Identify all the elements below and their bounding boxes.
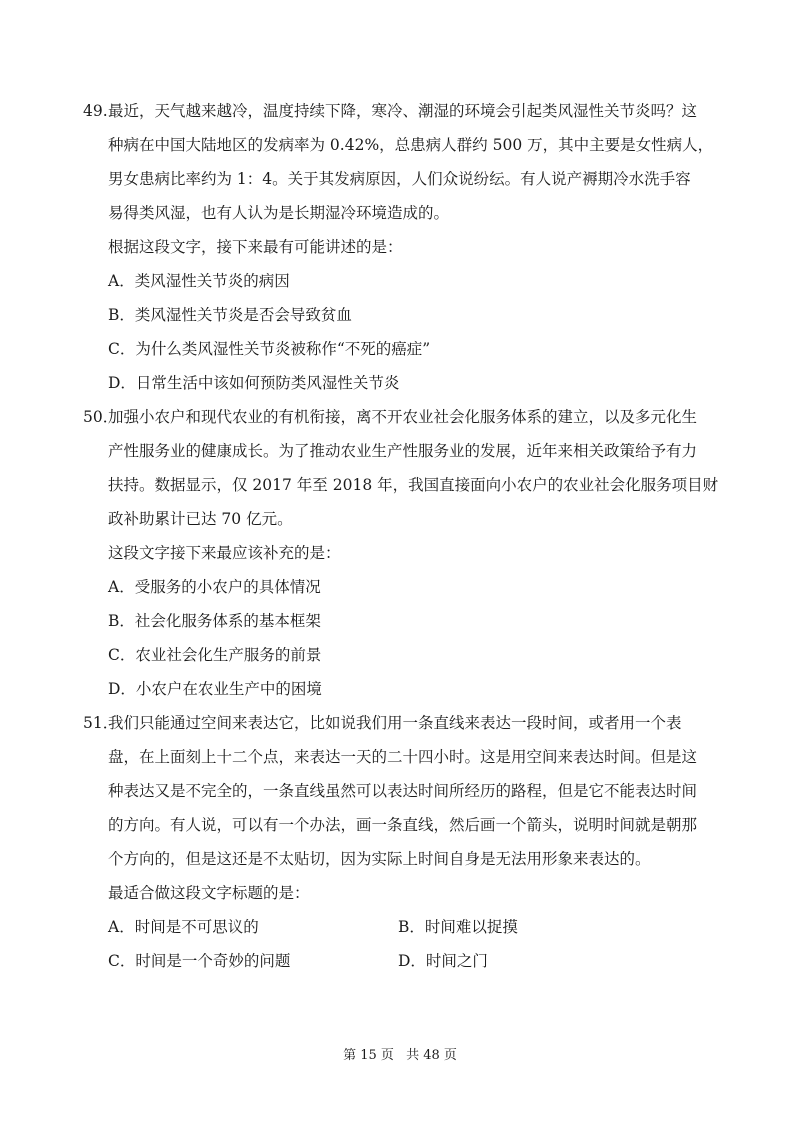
option-a: A．受服务的小农户的具体情况	[108, 578, 321, 596]
option-c: C．时间是一个奇妙的问题	[108, 952, 291, 970]
page-total: 共 48 页	[406, 1048, 457, 1063]
question-prompt: 根据这段文字，接下来最有可能讲述的是：	[108, 238, 403, 256]
question-prompt: 这段文字接下来最应该补充的是：	[108, 544, 341, 562]
passage-line: 加强小农户和现代农业的有机衔接，离不开农业社会化服务体系的建立，以及多元化生	[108, 408, 698, 426]
passage-line: 我们只能通过空间来表达它，比如说我们用一条直线来表达一段时间，或者用一个表	[108, 714, 682, 732]
option-c: C．农业社会化生产服务的前景	[108, 646, 322, 664]
option-d: D．小农户在农业生产中的困境	[108, 680, 322, 698]
question-number: 50．	[83, 408, 119, 426]
page-number: 第 15 页	[343, 1048, 394, 1063]
option-b: B．社会化服务体系的基本框架	[108, 612, 321, 630]
option-d: D．时间之门	[398, 952, 488, 970]
passage-line: 盘，在上面刻上十二个点，来表达一天的二十四小时。这是用空间来表达时间。但是这	[108, 748, 698, 766]
question-number: 49.	[83, 102, 108, 120]
passage-line: 男女患病比率约为 1：4。关于其发病原因，人们众说纷纭。有人说产褥期冷水洗手容	[108, 170, 691, 188]
page-footer	[0, 1046, 800, 1066]
passage-line: 扶持。数据显示，仅 2017 年至 2018 年，我国直接面向小农户的农业社会化服务项目财	[108, 476, 719, 494]
passage-line: 个方向的，但是这还是不太贴切，因为实际上时间自身是无法用形象来表达的。	[108, 850, 651, 868]
passage-line: 产性服务业的健康成长。为了推动农业生产性服务业的发展，近年来相关政策给予有力	[108, 442, 698, 460]
question-prompt: 最适合做这段文字标题的是：	[108, 884, 310, 902]
option-b: B．类风湿性关节炎是否会导致贫血	[108, 306, 352, 324]
option-a: A．时间是不可思议的	[108, 918, 259, 936]
option-b: B．时间难以捉摸	[398, 918, 518, 936]
passage-line: 最近，天气越来越冷，温度持续下降，寒冷、潮湿的环境会引起类风湿性关节炎吗？这	[108, 102, 698, 120]
passage-line: 种表达又是不完全的，一条直线虽然可以表达时间所经历的路程，但是它不能表达时间	[108, 782, 698, 800]
passage-line: 种病在中国大陆地区的发病率为 0.42%，总患病人群约 500 万，其中主要是女性病人，	[108, 136, 714, 154]
passage-line: 的方向。有人说，可以有一个办法，画一条直线，然后画一个箭头，说明时间就是朝那	[108, 816, 698, 834]
question-number: 51．	[83, 714, 119, 732]
option-c: C．为什么类风湿性关节炎被称作“不死的癌症”	[108, 340, 431, 358]
option-a: A．类风湿性关节炎的病因	[108, 272, 290, 290]
passage-line: 易得类风湿，也有人认为是长期湿冷环境造成的。	[108, 204, 450, 222]
option-d: D．日常生活中该如何预防类风湿性关节炎	[108, 374, 400, 392]
passage-line: 政补助累计已达 70 亿元。	[108, 510, 293, 528]
